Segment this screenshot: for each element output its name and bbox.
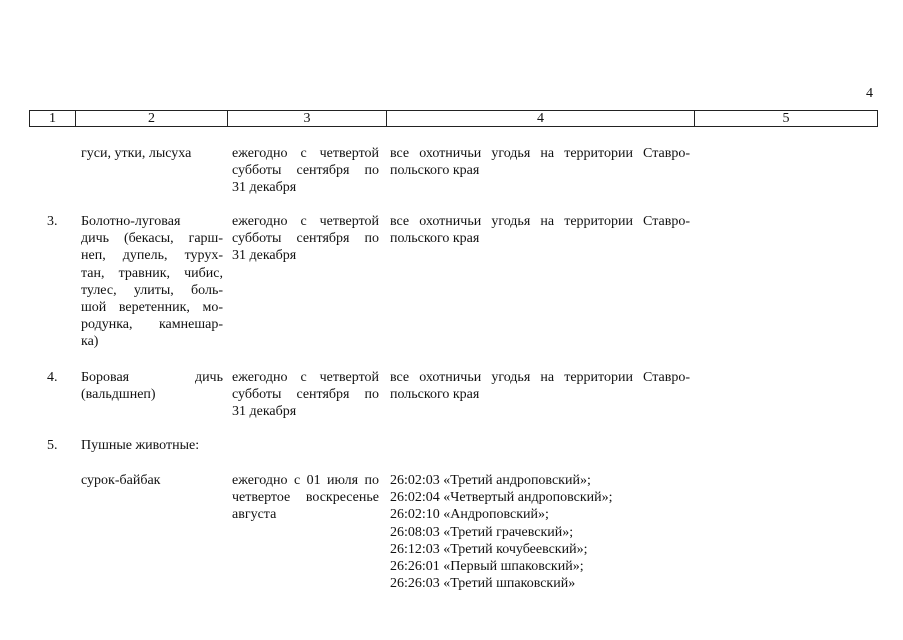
species-cell-line: дичь (бекасы, гарш-	[81, 231, 223, 247]
species-cell-line: (вальдшнеп)	[81, 387, 156, 403]
territory-cell-line: все охотничьи угодья на территории Ставро-	[390, 146, 690, 161]
species-cell-line: гуси, утки, лысуха	[81, 146, 192, 161]
territory-cell-line: 26:08:03 «Третий грачевский»;	[390, 524, 574, 540]
row-number: 3.	[47, 214, 58, 229]
territory-cell-line: польского края	[390, 163, 480, 179]
territory-cell-line: все охотничьи угодья на территории Ставро-	[390, 370, 690, 385]
column-number-2: 2	[76, 111, 228, 127]
column-number-3: 3	[228, 111, 387, 127]
species-cell-line: Пушные животные:	[81, 438, 200, 453]
row-number: 4.	[47, 370, 58, 385]
species-cell-line: неп, дупель, турух-	[81, 248, 223, 264]
territory-cell	[390, 213, 690, 247]
column-number-row	[30, 111, 878, 127]
column-number-1: 1	[30, 111, 76, 127]
season-period-cell-line: ежегодно с четвертой	[232, 146, 379, 161]
species-cell	[81, 369, 223, 403]
species-cell-line: тан, травник, чибис,	[81, 265, 223, 281]
page-number: 4	[866, 86, 873, 101]
species-cell-line: Боровая дичь	[81, 370, 223, 385]
season-period-cell	[232, 213, 379, 265]
territory-cell	[390, 472, 690, 592]
season-period-cell-line: ежегодно с четвертой	[232, 370, 379, 385]
species-cell	[81, 213, 223, 351]
season-period-cell	[232, 369, 379, 421]
season-period-cell-line: субботы сентября по	[232, 163, 379, 179]
species-cell-line: тулес, улиты, боль-	[81, 282, 223, 298]
column-number-5: 5	[695, 111, 878, 127]
territory-cell-line: 26:26:01 «Первый шпаковский»;	[390, 559, 584, 575]
species-cell-line: ка)	[81, 334, 99, 350]
territory-cell-line: 26:02:03 «Третий андроповский»;	[390, 473, 591, 488]
territory-cell-line: 26:02:10 «Андроповский»;	[390, 507, 549, 523]
season-period-cell-line: августа	[232, 507, 277, 523]
territory-cell-line: польского края	[390, 387, 480, 403]
species-cell-line: шой веретенник, мо-	[81, 300, 223, 316]
column-header-table	[29, 110, 878, 127]
season-period-cell-line: субботы сентября по	[232, 387, 379, 403]
season-period-cell-line: ежегодно с четвертой	[232, 214, 379, 229]
species-cell-line: родунка, камнешар-	[81, 317, 223, 333]
territory-cell-line: все охотничьи угодья на территории Ставро-	[390, 214, 690, 229]
territory-cell-line: 26:02:04 «Четвертый андроповский»;	[390, 490, 613, 506]
territory-cell-line: 26:26:03 «Третий шпаковский»	[390, 576, 576, 592]
season-period-cell	[232, 145, 379, 197]
species-cell	[81, 472, 223, 489]
species-cell	[81, 437, 223, 454]
season-period-cell-line: 31 декабря	[232, 404, 297, 420]
season-period-cell-line: субботы сентября по	[232, 231, 379, 247]
season-period-cell	[232, 472, 379, 524]
column-number-4: 4	[387, 111, 695, 127]
season-period-cell-line: четвертое воскресенье	[232, 490, 379, 506]
season-period-cell-line: 31 декабря	[232, 180, 297, 196]
row-number: 5.	[47, 438, 58, 453]
territory-cell-line: 26:12:03 «Третий кочубеевский»;	[390, 541, 588, 557]
species-cell-line: сурок-байбак	[81, 473, 161, 488]
species-cell	[81, 145, 223, 162]
territory-cell	[390, 145, 690, 179]
species-cell-line: Болотно-луговая	[81, 214, 181, 229]
season-period-cell-line: 31 декабря	[232, 248, 297, 264]
territory-cell	[390, 369, 690, 403]
season-period-cell-line: ежегодно с 01 июля по	[232, 473, 379, 488]
territory-cell-line: польского края	[390, 231, 480, 247]
